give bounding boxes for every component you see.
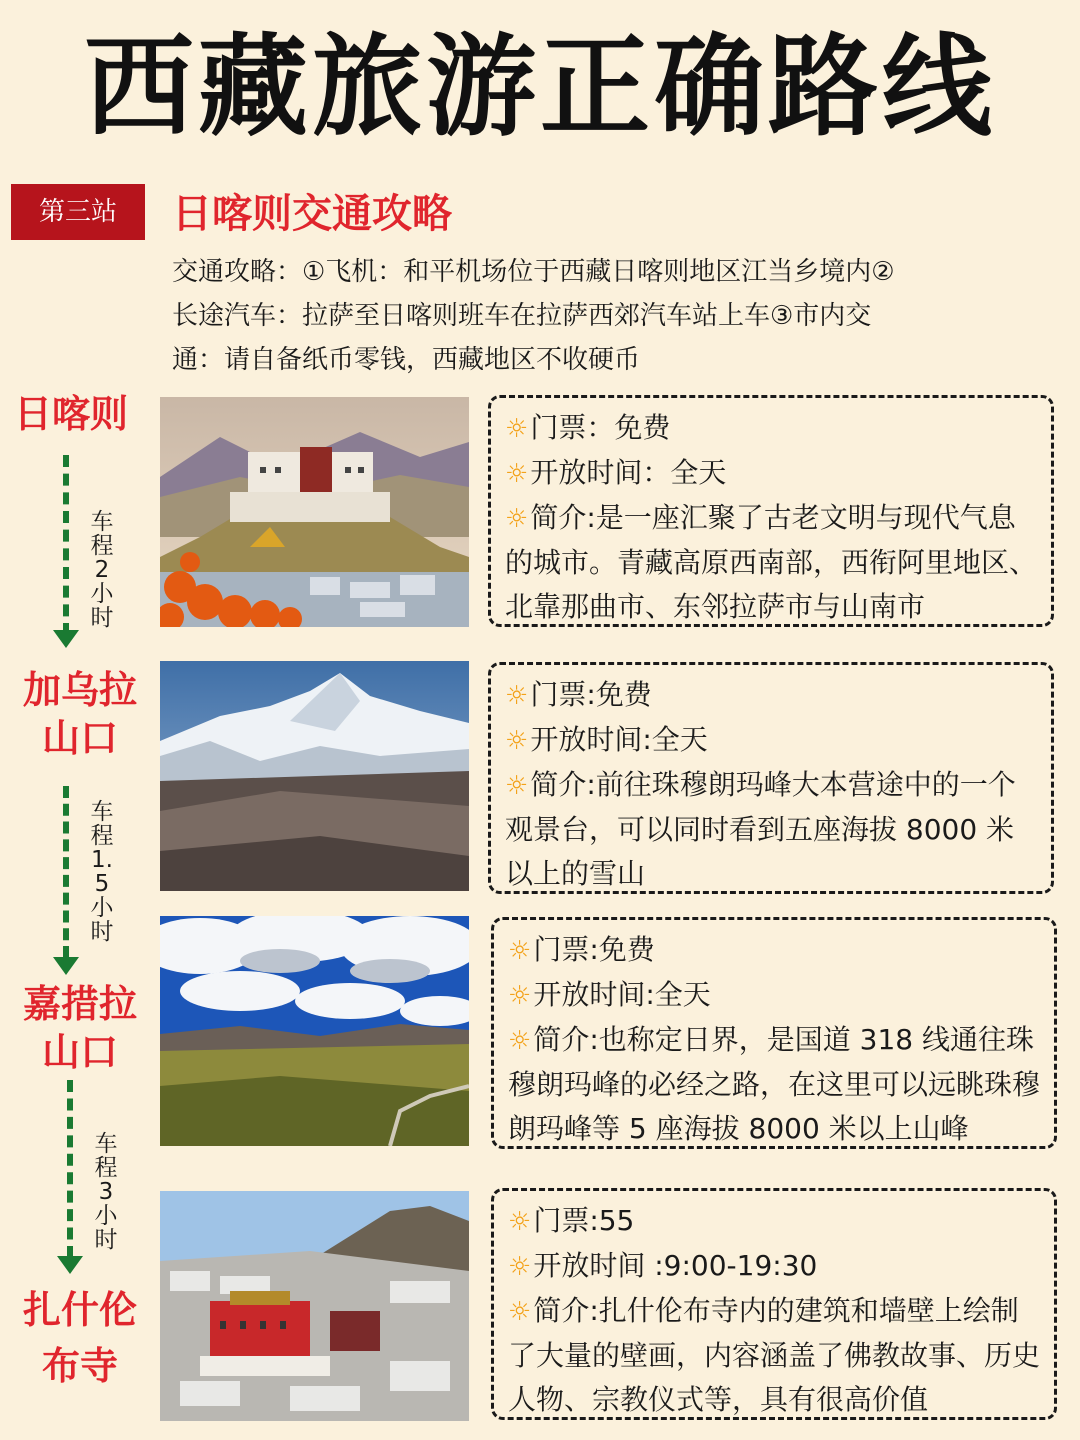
stop-name-line: 嘉措拉 — [22, 982, 137, 1026]
sun-icon: ☼ — [505, 681, 529, 711]
intro-text: 简介:扎什伦布寺内的建筑和墙壁上绘制了大量的壁画，内容涵盖了佛教故事、历史人物、宗教仪式等，具有很高价值 — [508, 1294, 1041, 1416]
station-badge: 第三站 — [11, 184, 145, 240]
ticket-text: 门票:免费 — [530, 678, 652, 711]
sun-icon: ☼ — [505, 726, 529, 756]
sun-icon: ☼ — [508, 936, 532, 966]
shigatse-photo — [160, 397, 469, 627]
hours-text: 开放时间:全天 — [533, 978, 711, 1011]
hours-row — [505, 451, 1041, 496]
arrow-down-icon — [53, 957, 79, 975]
gyatsola-pass-photo — [160, 916, 469, 1146]
info-card-shigatse — [488, 395, 1054, 627]
ticket-text: 门票：免费 — [530, 411, 671, 444]
sun-icon: ☼ — [508, 1026, 532, 1056]
sun-icon: ☼ — [505, 414, 529, 444]
arrow-down-icon — [57, 1256, 83, 1274]
hours-text: 开放时间 :9:00-19:30 — [533, 1249, 818, 1282]
ticket-row — [505, 673, 1041, 718]
intro-row — [505, 763, 1041, 896]
stop-name-gyawula-pass — [0, 666, 160, 762]
hours-row — [508, 1244, 1044, 1289]
drive-time: 车程2小时 — [90, 509, 114, 631]
route-line — [63, 786, 69, 958]
sun-icon: ☼ — [508, 1252, 532, 1282]
transport-intro — [172, 250, 972, 382]
intro-row — [508, 1018, 1044, 1151]
info-card-gyawula-pass — [488, 662, 1054, 894]
intro-line: 交通攻略：①飞机：和平机场位于西藏日喀则地区江当乡境内② — [172, 257, 895, 287]
ticket-row — [505, 406, 1041, 451]
page-title: 西藏旅游正确路线 — [84, 23, 996, 151]
stop-name-tashilhunpo — [0, 1282, 160, 1394]
info-card-gyatsola-pass — [491, 917, 1057, 1149]
intro-row — [505, 496, 1041, 629]
info-card-tashilhunpo — [491, 1188, 1057, 1420]
hours-text: 开放时间:全天 — [530, 723, 708, 756]
hours-text: 开放时间：全天 — [530, 456, 727, 489]
ticket-row — [508, 928, 1044, 973]
ticket-text: 门票:55 — [533, 1204, 635, 1237]
sun-icon: ☼ — [508, 1207, 532, 1237]
intro-text: 简介:也称定日界，是国道 318 线通往珠穆朗玛峰的必经之路，在这里可以远眺珠穆朗玛峰等 5 座海拔 8000 米以上山峰 — [508, 1023, 1041, 1145]
route-line — [67, 1080, 73, 1258]
stop-name-line: 山口 — [41, 1030, 118, 1074]
route-line — [63, 455, 69, 635]
stop-name-shigatse — [0, 390, 142, 438]
sun-icon: ☼ — [508, 981, 532, 1011]
stop-name-line: 布寺 — [41, 1344, 118, 1388]
intro-text: 简介:前往珠穆朗玛峰大本营途中的一个观景台，可以同时看到五座海拔 8000 米以上的雪山 — [505, 768, 1016, 890]
intro-text: 简介:是一座汇聚了古老文明与现代气息的城市。青藏高原西南部，西衔阿里地区、北靠那曲市、东邻拉萨市与山南市 — [505, 501, 1038, 623]
gyawula-pass-photo — [160, 661, 469, 891]
sun-icon: ☼ — [508, 1297, 532, 1327]
ticket-row — [508, 1199, 1044, 1244]
stop-name-gyatsola-pass — [0, 980, 160, 1076]
stop-name-line: 扎什伦 — [22, 1288, 137, 1332]
sun-icon: ☼ — [505, 771, 529, 801]
ticket-text: 门票:免费 — [533, 933, 655, 966]
hours-row — [505, 718, 1041, 763]
hours-row — [508, 973, 1044, 1018]
drive-time: 车程1.5小时 — [90, 799, 114, 945]
intro-line: 通：请自备纸币零钱，西藏地区不收硬币 — [172, 345, 641, 375]
stop-name-line: 山口 — [41, 716, 118, 760]
arrow-down-icon — [53, 630, 79, 648]
sun-icon: ☼ — [505, 459, 529, 489]
sun-icon: ☼ — [505, 504, 529, 534]
tashilhunpo-photo — [160, 1191, 469, 1421]
stop-name-line: 加乌拉 — [22, 668, 137, 712]
stop-name-line: 日喀则 — [13, 392, 128, 436]
intro-row — [508, 1289, 1044, 1422]
drive-time: 车程3小时 — [94, 1131, 118, 1253]
intro-line: 长途汽车：拉萨至日喀则班车在拉萨西郊汽车站上车③市内交 — [172, 301, 872, 331]
section-title: 日喀则交通攻略 — [172, 191, 452, 237]
